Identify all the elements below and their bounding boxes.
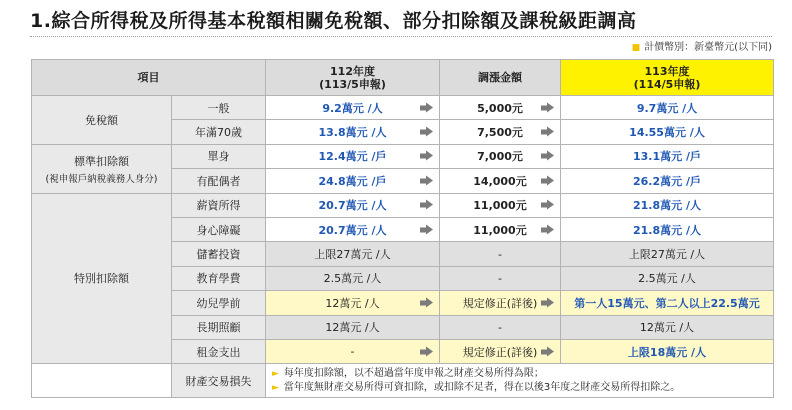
row-label: 長期照顧 (172, 315, 266, 339)
table-header-row (32, 60, 774, 96)
cell-112: 2.5萬元 /人 (266, 266, 440, 290)
note-line (272, 381, 767, 395)
bullet-icon: ■ (631, 43, 641, 53)
group-exemption: 免稅額 (32, 96, 172, 145)
group-standard (32, 144, 172, 193)
note-line (272, 367, 767, 381)
group-special: 特別扣除額 (32, 193, 172, 364)
value-increase: 7,500元 (477, 126, 523, 140)
value-increase: 11,000元 (473, 199, 527, 213)
row-label: 薪資所得 (172, 193, 266, 217)
header-113 (561, 60, 774, 96)
currency-note-text: 計價幣別：新臺幣元(以下同) (644, 42, 772, 53)
arrow-right-icon (420, 127, 433, 138)
value-increase: 規定修正(詳後) (462, 296, 538, 310)
arrow-right-icon (541, 200, 554, 211)
header-113-filing: (114/5申報) (633, 77, 701, 91)
cell-112 (266, 169, 440, 193)
title-divider (30, 36, 772, 37)
header-item: 項目 (32, 60, 266, 96)
row-label: 身心障礙 (172, 217, 266, 241)
triangle-bullet-icon: ► (272, 368, 279, 379)
row-label: 一般 (172, 96, 266, 120)
group-standard-note: (視申報戶納稅義務人身分) (45, 173, 158, 185)
cell-increase: - (440, 266, 561, 290)
value-113: 26.2萬元 /戶 (633, 174, 701, 188)
cell-increase (440, 193, 561, 217)
value-112: 20.7萬元 /人 (318, 199, 387, 213)
cell-113 (561, 217, 774, 241)
row-label: 教育學費 (172, 266, 266, 290)
value-113: 第一人15萬元、第二人以上22.5萬元 (574, 296, 760, 310)
arrow-right-icon (541, 127, 554, 138)
arrow-right-icon (541, 297, 554, 308)
value-112: 13.8萬元 /人 (318, 126, 387, 140)
cell-112 (266, 291, 440, 315)
cell-112 (266, 339, 440, 363)
arrow-right-icon (541, 102, 554, 113)
value-112: 24.8萬元 /戶 (318, 174, 387, 188)
value-113: 21.8萬元 /人 (633, 199, 701, 213)
cell-112 (266, 120, 440, 144)
cell-increase (440, 120, 561, 144)
header-112-filing: (113/5申報) (319, 77, 386, 91)
cell-113 (561, 339, 774, 363)
header-112 (266, 60, 440, 96)
cell-113 (561, 144, 774, 168)
arrow-right-icon (420, 297, 433, 308)
value-increase: 規定修正(詳後) (462, 345, 538, 359)
cell-112 (266, 193, 440, 217)
table-row (32, 144, 774, 168)
arrow-right-icon (420, 224, 433, 235)
cell-increase (440, 96, 561, 120)
row-label: 有配偶者 (172, 169, 266, 193)
property-loss-notes (266, 364, 774, 398)
arrow-right-icon (420, 175, 433, 186)
arrow-right-icon (541, 175, 554, 186)
cell-113 (561, 169, 774, 193)
value-113: 9.7萬元 /人 (636, 101, 698, 115)
arrow-right-icon (541, 346, 554, 357)
cell-113: 上限27萬元 /人 (561, 242, 774, 266)
arrow-right-icon (420, 346, 433, 357)
row-label: 幼兒學前 (172, 291, 266, 315)
header-113-year: 113年度 (644, 64, 690, 78)
page-title: 1.綜合所得稅及所得基本稅額相關免稅額、部分扣除額及課稅級距調高 (30, 10, 637, 32)
table-row (32, 364, 774, 398)
deduction-table (31, 59, 774, 398)
note-text: 每年度扣除額，以不超過當年度申報之財產交易所得為限； (283, 367, 544, 379)
value-112: 12萬元 /人 (325, 296, 380, 310)
value-113: 上限18萬元 /人 (627, 345, 707, 359)
arrow-right-icon (420, 200, 433, 211)
value-increase: 14,000元 (473, 174, 527, 188)
header-112-year: 112年度 (330, 64, 375, 78)
table-row (32, 193, 774, 217)
currency-note (632, 38, 772, 53)
value-increase: 5,000元 (477, 101, 523, 115)
cell-increase: - (440, 315, 561, 339)
value-112: 9.2萬元 /人 (322, 101, 383, 115)
cell-113 (561, 193, 774, 217)
table-row (32, 96, 774, 120)
note-text: 當年度無財產交易所得可資扣除，或扣除不足者，得在以後3年度之財產交易所得扣除之。 (283, 381, 681, 393)
value-increase: 7,000元 (477, 150, 523, 164)
cell-increase: - (440, 242, 561, 266)
cell-112: 上限27萬元 /人 (266, 242, 440, 266)
cell-112 (266, 144, 440, 168)
row-label: 租金支出 (172, 339, 266, 363)
cell-113 (561, 291, 774, 315)
arrow-right-icon (420, 102, 433, 113)
row-label: 儲蓄投資 (172, 242, 266, 266)
cell-increase (440, 217, 561, 241)
cell-increase (440, 291, 561, 315)
cell-113: 2.5萬元 /人 (561, 266, 774, 290)
cell-increase (440, 144, 561, 168)
arrow-right-icon (541, 224, 554, 235)
cell-113 (561, 96, 774, 120)
value-112: 20.7萬元 /人 (318, 223, 387, 237)
arrow-right-icon (541, 151, 554, 162)
value-112: - (350, 345, 355, 359)
cell-112 (266, 217, 440, 241)
cell-112 (266, 96, 440, 120)
cell-113 (561, 120, 774, 144)
cell-113: 12萬元 /人 (561, 315, 774, 339)
row-label: 財產交易損失 (172, 364, 266, 398)
header-increase: 調漲金額 (440, 60, 561, 96)
value-112: 12.4萬元 /戶 (318, 150, 387, 164)
cell-increase (440, 169, 561, 193)
row-spacer (32, 364, 172, 398)
triangle-bullet-icon: ► (272, 382, 279, 393)
group-standard-label: 標準扣除額 (74, 154, 129, 168)
value-113: 13.1萬元 /戶 (633, 150, 701, 164)
row-label: 單身 (172, 144, 266, 168)
value-113: 21.8萬元 /人 (633, 223, 701, 237)
row-label: 年滿70歲 (172, 120, 266, 144)
arrow-right-icon (420, 151, 433, 162)
value-113: 14.55萬元 /人 (629, 126, 705, 140)
cell-increase (440, 339, 561, 363)
cell-112: 12萬元 /人 (266, 315, 440, 339)
value-increase: 11,000元 (473, 223, 527, 237)
